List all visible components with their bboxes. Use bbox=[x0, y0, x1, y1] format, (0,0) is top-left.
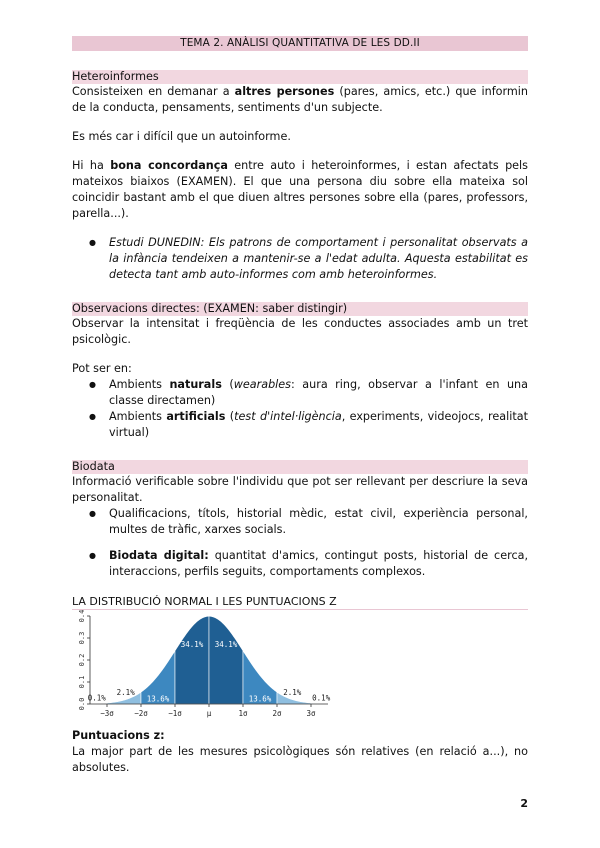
region-label: 13.6% bbox=[248, 694, 272, 704]
y-tick-label: 0.3 bbox=[78, 631, 86, 645]
list-item: ● Estudi DUNEDIN: Els patrons de comportament i personalitat observats a la infància tendeixen a mantenir-se a l'edat adulta. Aquesta estabilitat es detecta tant amb auto-informes com amb heteroinformes. bbox=[72, 235, 528, 283]
list-item: ● Ambients naturals (wearables: aura ring, observar a l'infant en una classe directamen) bbox=[72, 377, 528, 409]
tail-label: 0.1% bbox=[312, 693, 331, 703]
document-title: TEMA 2. ANÀLISI QUANTITATIVA DE LES DD.II bbox=[72, 36, 528, 51]
x-tick-label: −1σ bbox=[168, 709, 182, 718]
x-tick-label: 1σ bbox=[238, 709, 248, 718]
x-tick-label: −3σ bbox=[100, 709, 114, 718]
y-tick-label: 0.2 bbox=[78, 653, 86, 667]
region-label: 34.1% bbox=[180, 639, 204, 649]
heading-observacions: Observacions directes: (EXAMEN: saber distingir) bbox=[72, 302, 528, 316]
page-content bbox=[72, 36, 528, 776]
normal-distribution-chart bbox=[72, 610, 342, 728]
heading-heteroinformes: Heteroinformes bbox=[72, 70, 528, 84]
x-tick-label: μ bbox=[206, 709, 212, 718]
region-area bbox=[209, 616, 243, 704]
list-item: ● Qualificacions, títols, historial mèdic, estat civil, experiència personal, multes de tràfic, xarxes socials. bbox=[72, 506, 528, 538]
region-label: 2.1% bbox=[283, 688, 302, 698]
tail-label: 0.1% bbox=[87, 693, 106, 703]
y-tick-label: 0.1 bbox=[78, 675, 86, 689]
obs-paragraph-2: Pot ser en: bbox=[72, 362, 132, 375]
z-scores-subheading: Puntuacions z: bbox=[72, 729, 165, 742]
bio-paragraph-1: Informació verificable sobre l'individu que pot ser rellevant per descriure la seva personalitat. bbox=[72, 475, 528, 504]
y-tick-label: 0.4 bbox=[78, 610, 86, 623]
region-label: 2.1% bbox=[116, 688, 135, 698]
normal-paragraph-1: La major part de les mesures psicològiques són relatives (en relació a...), no absolutes. bbox=[72, 745, 528, 774]
obs-bullet-list bbox=[72, 377, 528, 441]
region-label: 13.6% bbox=[146, 694, 170, 704]
hetero-bullet-list bbox=[72, 235, 528, 283]
page-number: 2 bbox=[520, 797, 528, 810]
hetero-paragraph-2: Es més car i difícil que un autoinforme. bbox=[72, 130, 291, 143]
list-item: ● Biodata digital: quantitat d'amics, contingut posts, historial de cerca, interaccions, perfils seguits, comportaments complexos. bbox=[72, 548, 528, 580]
heading-normal-distribution: LA DISTRIBUCIÓ NORMAL I LES PUNTUACIONS Z bbox=[72, 594, 528, 610]
hetero-paragraph-1: Consisteixen en demanar a altres persones (pares, amics, etc.) que informin de la conducta, pensaments, sentiments d'un subjecte. bbox=[72, 85, 528, 114]
bio-bullet-list bbox=[72, 506, 528, 580]
x-tick-label: −2σ bbox=[134, 709, 148, 718]
list-item: ● Ambients artificials (test d'intel·ligència, experiments, videojocs, realitat virtual) bbox=[72, 409, 528, 441]
x-tick-label: 3σ bbox=[306, 709, 316, 718]
hetero-paragraph-3: Hi ha bona concordança entre auto i heteroinformes, i estan afectats pels mateixos biaixos (EXAMEN). El que una persona diu sobre ella mateixa sol coincidir bastant amb el que diuen altres persones sobre ella (pares, professors, parella...). bbox=[72, 159, 528, 220]
y-tick-label: 0.0 bbox=[78, 697, 86, 711]
obs-paragraph-1: Observar la intensitat i freqüència de les conductes associades amb un tret psicològic. bbox=[72, 317, 528, 346]
x-tick-label: 2σ bbox=[272, 709, 282, 718]
region-area bbox=[175, 616, 209, 704]
region-label: 34.1% bbox=[214, 639, 238, 649]
heading-biodata: Biodata bbox=[72, 460, 528, 474]
